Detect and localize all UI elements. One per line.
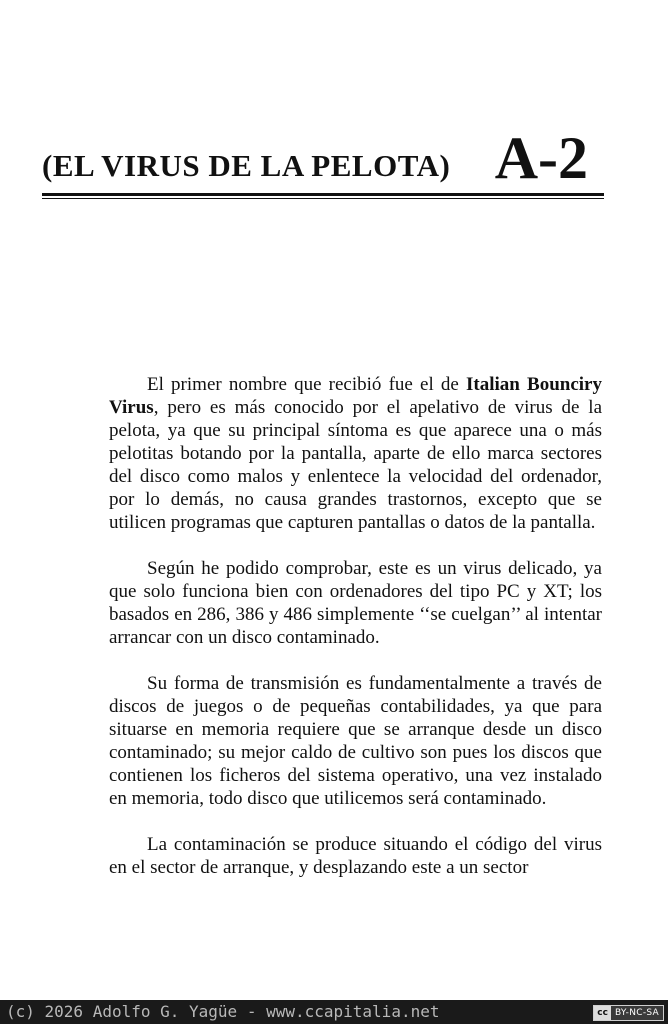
body-text	[109, 373, 602, 902]
header-rule-thin	[42, 198, 604, 199]
license-text: BY-NC-SA	[614, 1008, 659, 1018]
copyright-text: (c) 2026 Adolfo G. Yagüe - www.ccapitalia.net	[6, 1002, 440, 1021]
chapter-code: A-2	[494, 125, 588, 191]
header-rule-thick	[42, 193, 604, 196]
chapter-header	[42, 125, 604, 191]
footer-bar	[0, 1000, 668, 1024]
paragraph-1-rest: , pero es más conocido por el apelativo de virus de la pelota, ya que su principal síntoma es que aparece una o más pelotitas botando por la pantalla, aparte de ello marca sectores del disco como malos y enlentece la velocidad del ordenador, por lo demás, no causa grandes trastornos, excepto que se utilicen programas que capturen pantallas o datos de la pantalla.	[109, 397, 602, 533]
chapter-title: (EL VIRUS DE LA PELOTA)	[42, 148, 451, 183]
cc-icon: cc	[594, 1006, 611, 1020]
paragraph-3: Su forma de transmisión es fundamentalmente a través de discos de juegos o de pequeñas contabilidades, ya que para situarse en memoria requiere que se arranque desde un disco contaminado; su mejor caldo de cultivo son pues los discos que contienen los ficheros del sistema operativo, una vez instalado en memoria, todo disco que utilicemos será contaminado.	[109, 673, 602, 809]
virus-name: Italian Bounciry Virus	[109, 374, 602, 418]
cc-license-badge[interactable]	[593, 1005, 664, 1021]
paragraph-1	[109, 373, 602, 534]
paragraph-1-intro: El primer nombre que recibió fue el de	[147, 374, 467, 395]
paragraph-2: Según he podido comprobar, este es un virus delicado, ya que solo funciona bien con ordenadores del tipo PC y XT; los basados en 286, 386 y 486 simplemente ‘‘se cuelgan’’ al intentar arrancar con un disco contaminado.	[109, 558, 602, 648]
paragraph-4: La contaminación se produce situando el código del virus en el sector de arranque, y desplazando este a un sector	[109, 834, 602, 878]
